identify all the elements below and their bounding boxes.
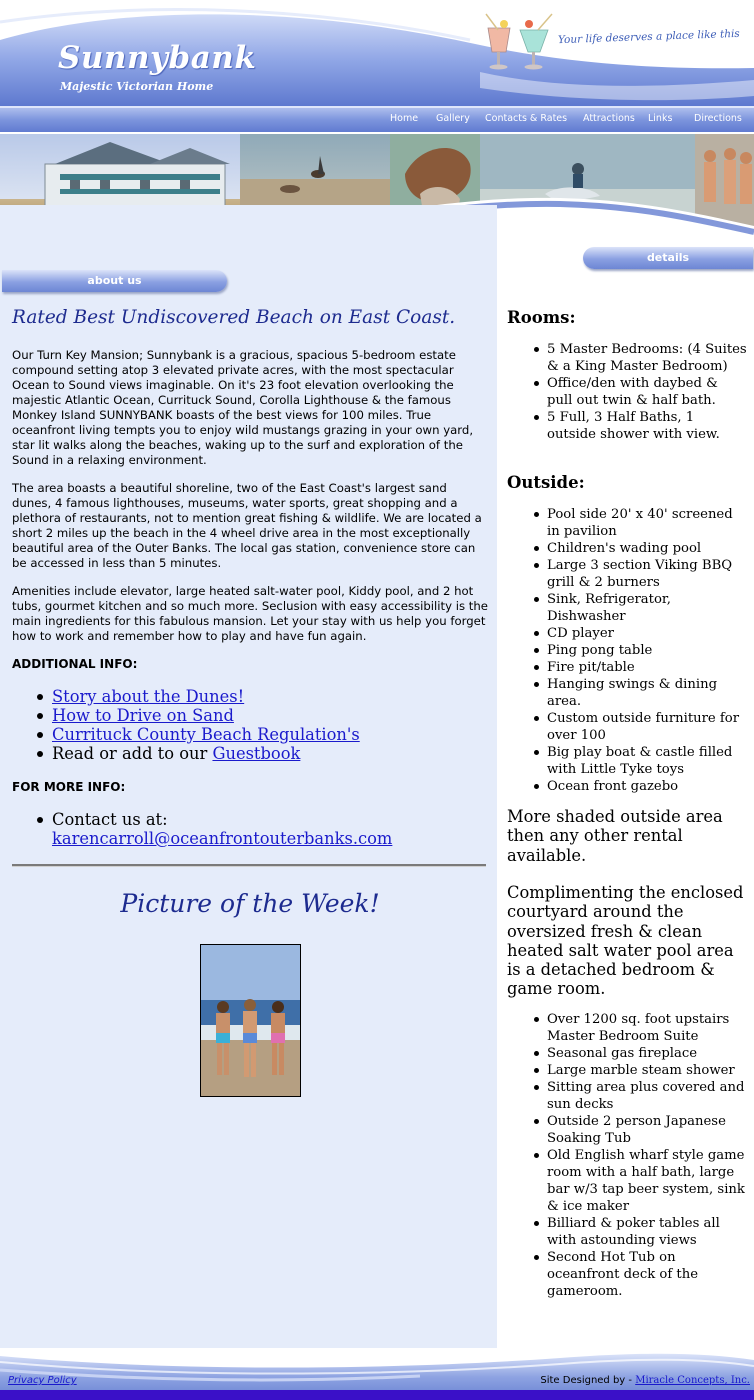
picture-of-week-title: Picture of the Week! [120,889,380,918]
rooms-heading: Rooms: [507,308,576,327]
guestbook-prefix: Read or add to our [52,744,213,763]
list-item: Big play boat & castle filled with Little Tyke toys [547,744,747,778]
designer-link[interactable]: Miracle Concepts, Inc. [635,1375,750,1386]
bottom-bar [0,1390,754,1400]
list-item: Ping pong table [547,642,747,659]
about-paragraph: Amenities include elevator, large heated salt-water pool, Kiddy pool, and 2 hot tubs, gourmet kitchen and so much more. Seclusion with easy accessibility is the main ingredients for this fabulous mansion. Let your stay with us help you forget how to work and remember how to play and have fun again. [12,584,488,643]
more-info-list [52,810,392,848]
additional-info-heading: ADDITIONAL INFO: [12,657,138,671]
nav-contacts-rates[interactable]: Contacts & Rates [485,113,568,124]
list-item: Hanging swings & dining area. [547,676,747,710]
contact-email-link[interactable]: karencarroll@oceanfrontouterbanks.com [52,829,393,848]
dunes-story-link[interactable]: Story about the Dunes! [52,687,245,706]
outside-list [547,506,747,795]
list-item: CD player [547,625,747,642]
beach-regulations-link[interactable]: Currituck County Beach Regulation's [52,725,360,744]
site-header [0,0,754,134]
site-slogan: Your life deserves a place like this [557,27,740,47]
contact-prefix: Contact us at: [52,810,168,829]
picture-of-week-photo[interactable] [200,944,301,1097]
list-item: Children's wading pool [547,540,747,557]
drive-on-sand-link[interactable]: How to Drive on Sand [52,706,234,725]
list-item: Outside 2 person Japanese Soaking Tub [547,1113,747,1147]
shaded-area-text: More shaded outside area then any other rental available. [507,807,723,865]
list-item: Pool side 20' x 40' screened in pavilion [547,506,747,540]
complimenting-text: Complimenting the enclosed courtyard around the oversized fresh & clean heated salt water pool area is a detached bedroom & game room. [507,883,744,999]
nav-home[interactable]: Home [390,113,419,124]
list-item: Second Hot Tub on oceanfront deck of the gameroom. [547,1249,747,1300]
list-item [52,744,360,763]
list-item: Office/den with daybed & pull out twin & half bath. [547,375,747,409]
list-item: Large marble steam shower [547,1062,747,1079]
list-item: Old English wharf style game room with a half bath, large bar w/3 tap beer system, sink & ice maker [547,1147,747,1215]
divider [12,864,486,867]
nav-gallery[interactable]: Gallery [436,113,470,124]
list-item: Billiard & poker tables all with astounding views [547,1215,747,1249]
list-item: 5 Master Bedrooms: (4 Suites & a King Master Bedroom) [547,342,747,374]
list-item [52,706,360,725]
list-item: Custom outside furniture for over 100 [547,710,747,744]
credit-prefix: Site Designed by - [540,1375,636,1386]
site-brand[interactable]: Sunnybank [58,40,257,76]
list-item: Over 1200 sq. foot upstairs Master Bedroom Suite [547,1011,747,1045]
additional-info-list [52,687,360,763]
more-info-heading: FOR MORE INFO: [12,780,126,794]
rooms-list [547,341,747,443]
list-item: 5 Full, 3 Half Baths, 1 outside shower with view. [547,409,747,443]
site-credit [540,1375,750,1386]
about-us-tab[interactable]: about us [2,270,227,292]
privacy-policy-link[interactable]: Privacy Policy [8,1375,77,1386]
list-item: Fire pit/table [547,659,747,676]
list-item: Large 3 section Viking BBQ grill & 2 burners [547,557,747,591]
details-tab[interactable]: details [583,247,753,269]
outside-heading: Outside: [507,473,585,492]
list-item: Seasonal gas fireplace [547,1045,747,1062]
nav-directions[interactable]: Directions [694,113,742,124]
list-item [52,810,392,848]
nav-attractions[interactable]: Attractions [583,113,635,124]
nav-links[interactable]: Links [648,113,673,124]
about-headline: Rated Best Undiscovered Beach on East Coast. [12,307,456,328]
site-tagline: Majestic Victorian Home [60,80,214,93]
list-item: Ocean front gazebo [547,778,747,795]
list-item [52,687,360,706]
gameroom-list [547,1011,747,1300]
list-item: Sink, Refrigerator, Dishwasher [547,591,747,625]
list-item [52,725,360,744]
guestbook-link[interactable]: Guestbook [212,744,301,763]
list-item: Sitting area plus covered and sun decks [547,1079,747,1113]
about-paragraph: Our Turn Key Mansion; Sunnybank is a gracious, spacious 5-bedroom estate compound setting atop 3 elevated private acres, with the most spectacular Ocean to Sound views imaginable. On it's 23 foot elevation overlooking the majestic Atlantic Ocean, Currituck Sound, Corolla Lighthouse & the famous Monkey Island SUNNYBANK boasts of the best views for 100 miles. True oceanfront living tempts you to enjoy wild mustangs grazing in your own yard, star lit walks along the beaches, waking up to the surf and exploration of the Sound in a relaxing environment. [12,348,474,467]
about-paragraph: The area boasts a beautiful shoreline, two of the East Coast's largest sand dunes, 4 famous lighthouses, museums, water sports, great shopping and a plethora of restaurants, not to mention great fishing & wildlife. We are located a short 2 miles up the beach in the 4 wheel drive area in the most exceptionally beautiful area of the Outer Banks. The local gas station, convenience store can be accessed in less than 5 minutes. [12,481,482,570]
